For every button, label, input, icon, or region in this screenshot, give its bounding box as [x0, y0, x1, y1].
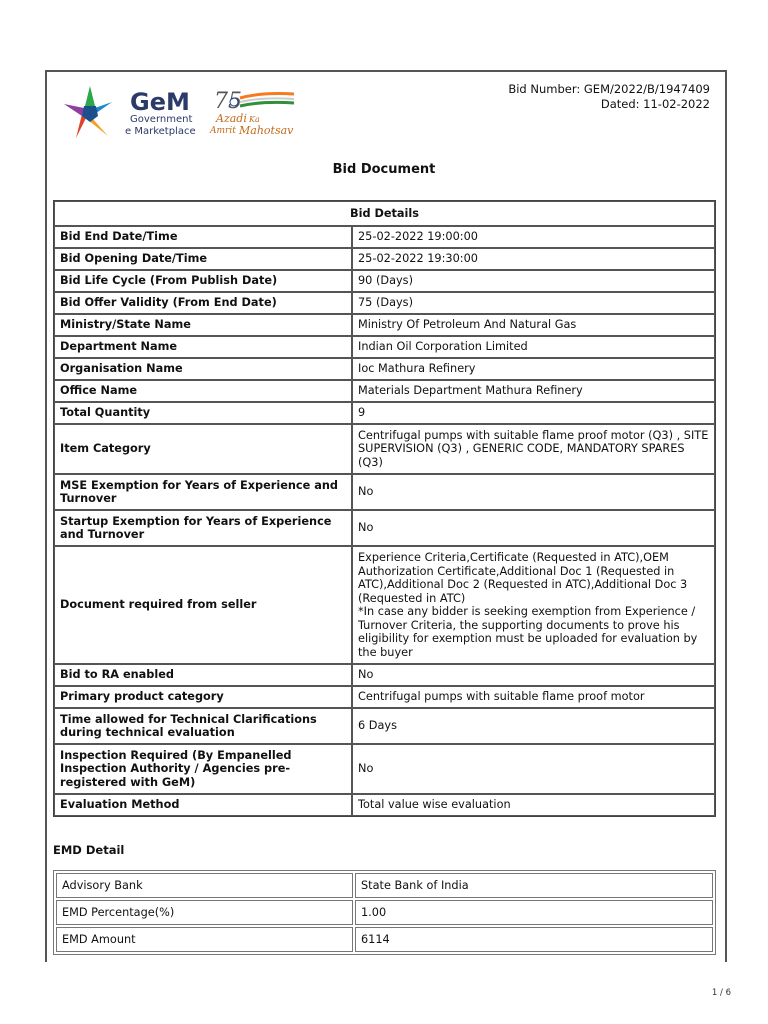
table-row [54, 292, 715, 314]
bid-details-heading-row [54, 201, 715, 226]
table-row [54, 794, 715, 816]
table-row [54, 380, 715, 402]
emd-value: State Bank of India [355, 873, 713, 898]
detail-key: Document required from seller [54, 546, 352, 664]
azadi-number: 75 [214, 89, 242, 114]
detail-key: Bid to RA enabled [54, 664, 352, 686]
table-row [54, 248, 715, 270]
detail-key: Item Category [54, 424, 352, 474]
emd-value: 6114 [355, 927, 713, 952]
table-row [54, 686, 715, 708]
detail-key: Startup Exemption for Years of Experience and Turnover [54, 510, 352, 546]
azadi-line3: Mahotsav [239, 124, 294, 137]
detail-value: 9 [352, 402, 715, 424]
table-row [54, 402, 715, 424]
gem-brand-text: GeM [130, 88, 190, 116]
table-row [56, 927, 713, 952]
gem-line2-text: e Marketplace [125, 126, 196, 137]
bid-details-table [53, 200, 716, 817]
detail-key: Organisation Name [54, 358, 352, 380]
azadi-logo [209, 89, 294, 137]
table-row [54, 708, 715, 744]
table-row [54, 226, 715, 248]
table-row [56, 900, 713, 925]
detail-value: Ioc Mathura Refinery [352, 358, 715, 380]
table-row [54, 744, 715, 794]
bid-details-heading: Bid Details [54, 201, 715, 226]
detail-value: Ministry Of Petroleum And Natural Gas [352, 314, 715, 336]
detail-value: No [352, 474, 715, 510]
table-row [54, 358, 715, 380]
azadi-line1: Azadi [216, 112, 247, 125]
gem-star-icon [64, 86, 112, 138]
detail-key: Bid Life Cycle (From Publish Date) [54, 270, 352, 292]
emd-value: 1.00 [355, 900, 713, 925]
detail-value: No [352, 510, 715, 546]
detail-value: 25-02-2022 19:30:00 [352, 248, 715, 270]
table-row [54, 546, 715, 664]
gem-logo [62, 80, 322, 146]
table-row [54, 270, 715, 292]
table-row [54, 336, 715, 358]
table-row [54, 474, 715, 510]
detail-key: Ministry/State Name [54, 314, 352, 336]
detail-value: 90 (Days) [352, 270, 715, 292]
detail-key: Bid Opening Date/Time [54, 248, 352, 270]
detail-value: 75 (Days) [352, 292, 715, 314]
detail-value: Indian Oil Corporation Limited [352, 336, 715, 358]
emd-key: EMD Percentage(%) [56, 900, 353, 925]
gem-line1-text: Government [130, 114, 193, 125]
emd-heading: EMD Detail [53, 843, 125, 857]
detail-value: Centrifugal pumps with suitable flame proof motor (Q3) , SITE SUPERVISION (Q3) , GENERIC CODE, MANDATORY SPARES (Q3) [352, 424, 715, 474]
detail-value: Total value wise evaluation [352, 794, 715, 816]
detail-key: Primary product category [54, 686, 352, 708]
detail-key: Evaluation Method [54, 794, 352, 816]
detail-value: No [352, 744, 715, 794]
bid-number: Bid Number: GEM/2022/B/1947409 [508, 82, 710, 96]
detail-key: Bid End Date/Time [54, 226, 352, 248]
page-title: Bid Document [332, 162, 436, 177]
detail-value: Experience Criteria,Certificate (Requested in ATC),OEM Authorization Certificate,Additional Doc 1 (Requested in ATC),Additional Doc 2 (Requested in ATC),Additional Doc 3 (Requested in ATC) *In case any bidder is seeking exemption from Experience / Turnover Criteria, the supporting documents to prove his eligibility for exemption must be uploaded for evaluation by the buyer [352, 546, 715, 664]
detail-value: Materials Department Mathura Refinery [352, 380, 715, 402]
detail-key: MSE Exemption for Years of Experience and Turnover [54, 474, 352, 510]
table-row [54, 664, 715, 686]
detail-value: 6 Days [352, 708, 715, 744]
table-row [56, 873, 713, 898]
table-row [54, 510, 715, 546]
detail-key: Department Name [54, 336, 352, 358]
azadi-line2: Amrit [210, 126, 236, 136]
emd-table [53, 870, 716, 955]
page-number: 1 / 6 [711, 988, 731, 998]
detail-key: Inspection Required (By Empanelled Inspection Authority / Agencies pre-registered with GeM) [54, 744, 352, 794]
azadi-ka: Ka [249, 115, 260, 124]
bid-dated: Dated: 11-02-2022 [600, 97, 710, 111]
detail-key: Bid Offer Validity (From End Date) [54, 292, 352, 314]
detail-value: No [352, 664, 715, 686]
table-row [54, 424, 715, 474]
detail-key: Time allowed for Technical Clarifications during technical evaluation [54, 708, 352, 744]
emd-key: EMD Amount [56, 927, 353, 952]
bid-meta [508, 82, 710, 112]
detail-key: Office Name [54, 380, 352, 402]
header-logos [62, 80, 322, 146]
detail-value: Centrifugal pumps with suitable flame proof motor [352, 686, 715, 708]
detail-value: 25-02-2022 19:00:00 [352, 226, 715, 248]
table-row [54, 314, 715, 336]
emd-key: Advisory Bank [56, 873, 353, 898]
detail-key: Total Quantity [54, 402, 352, 424]
